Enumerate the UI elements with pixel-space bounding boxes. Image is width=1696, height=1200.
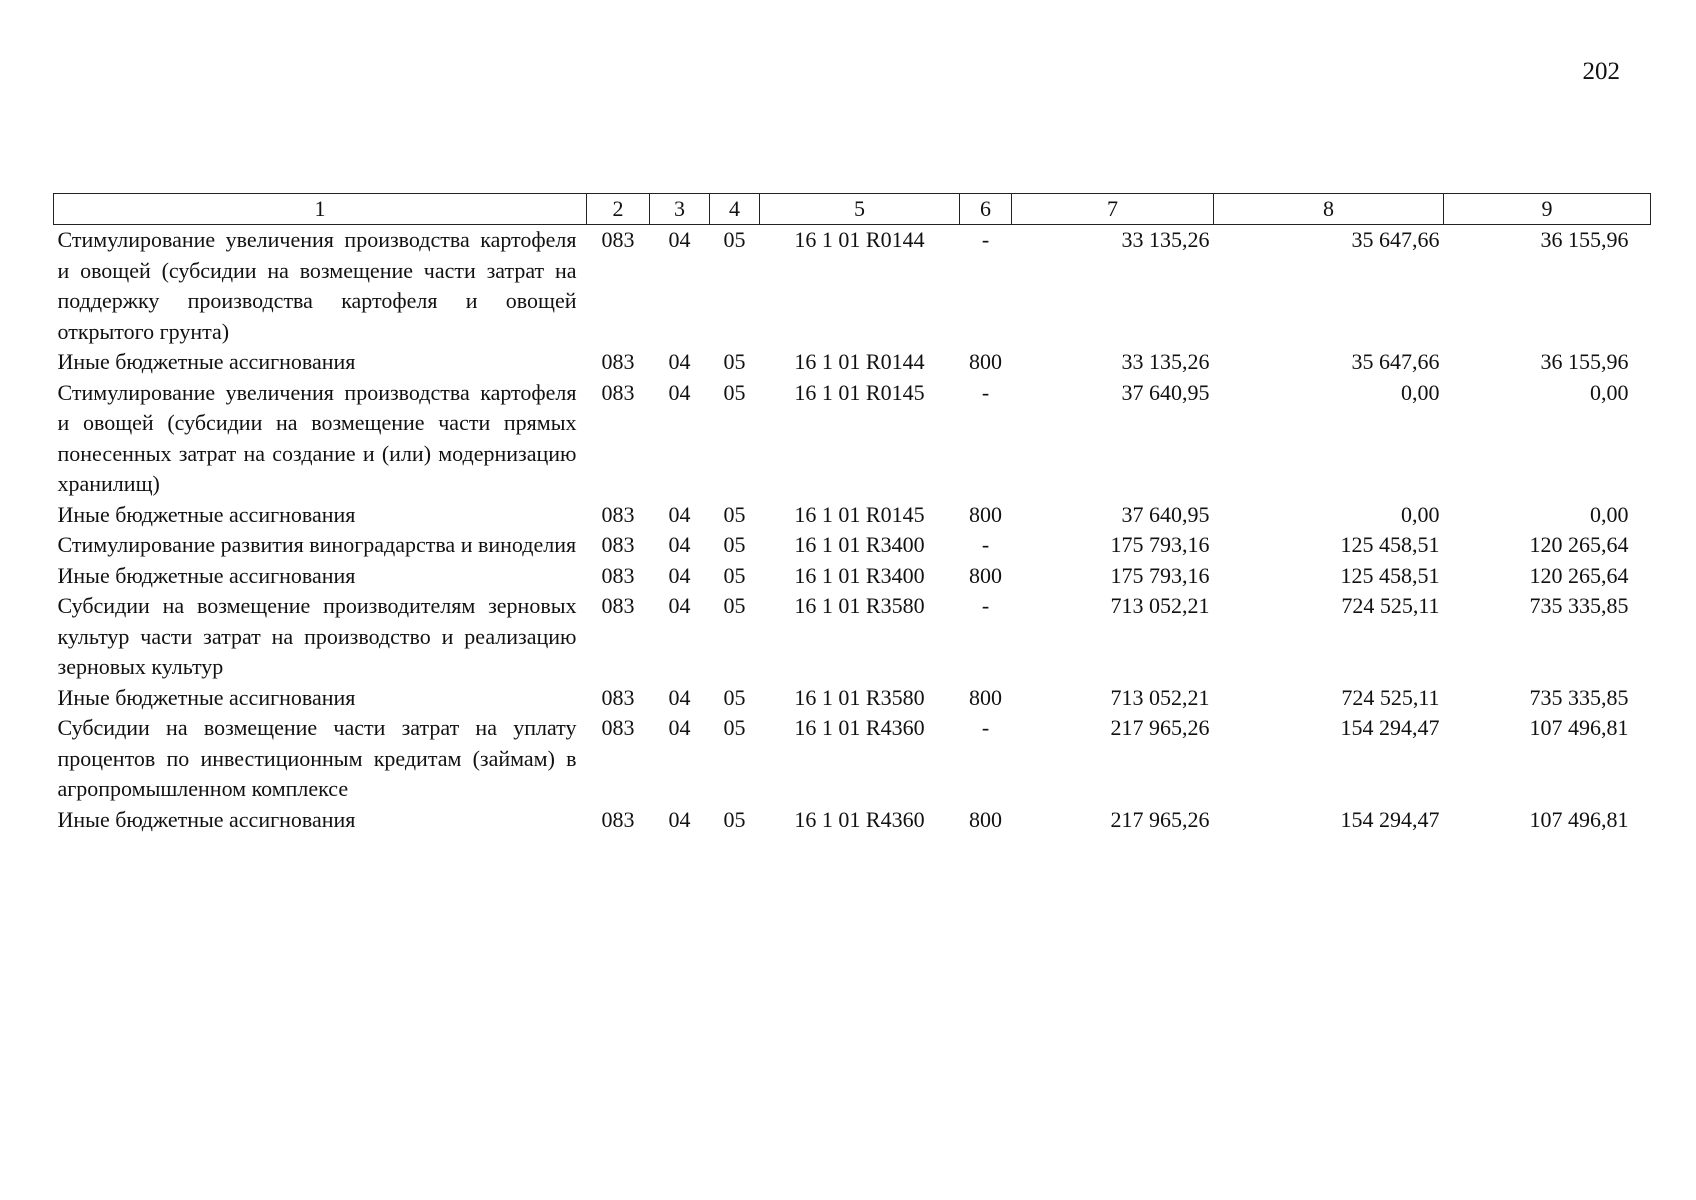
budget-table (53, 193, 1651, 835)
cell-col-5: 16 1 01 R3400 (794, 532, 925, 557)
cell-col-4: 05 (723, 379, 746, 405)
cell-col-4: 05 (723, 501, 746, 527)
cell-col-4: 05 (723, 227, 746, 252)
cell-col-6: 800 (969, 684, 1002, 710)
cell-name: Иные бюджетные ассигнования (57, 806, 356, 832)
cell-col-8: 724 525,11 (1341, 684, 1440, 710)
header-col-6: 6 (960, 194, 1012, 225)
cell-name: Субсидии на возмещение производителям зерновых культур части затрат на производство и реализацию зерновых культур (57, 593, 577, 679)
cell-name: Стимулирование увеличения производства картофеля и овощей (субсидии на возмещение части затрат на поддержку производства картофеля и овощей открытого грунта) (57, 227, 577, 344)
cell-col-3: 04 (668, 501, 691, 527)
cell-col-4: 05 (723, 715, 746, 740)
cell-col-9: 120 265,64 (1529, 562, 1629, 588)
cell-col-4: 05 (723, 684, 746, 710)
header-col-4: 4 (710, 194, 760, 225)
cell-col-4: 05 (723, 806, 746, 832)
cell-col-3: 04 (668, 684, 691, 710)
cell-col-3: 04 (668, 806, 691, 832)
header-row (54, 194, 1651, 225)
cell-name: Субсидии на возмещение части затрат на уплату процентов по инвестиционным кредитам (займам) в агропромышленном комплексе (57, 715, 577, 801)
cell-col-4: 05 (723, 532, 746, 557)
cell-col-7: 713 052,21 (1110, 593, 1210, 618)
cell-col-7: 713 052,21 (1110, 684, 1210, 710)
cell-col-3: 04 (668, 715, 691, 740)
header-col-2: 2 (587, 194, 650, 225)
cell-col-9: 0,00 (1590, 379, 1629, 405)
cell-col-4: 05 (723, 562, 746, 588)
cell-col-7: 37 640,95 (1121, 379, 1210, 405)
cell-col-2: 083 (601, 715, 635, 740)
cell-col-7: 217 965,26 (1110, 715, 1210, 740)
cell-col-2: 083 (601, 379, 635, 405)
cell-col-9: 0,00 (1590, 501, 1629, 527)
cell-col-9: 735 335,85 (1529, 684, 1629, 710)
cell-col-8: 154 294,47 (1340, 715, 1440, 740)
table-row (54, 683, 1651, 714)
cell-col-6: - (981, 379, 990, 405)
cell-col-9: 107 496,81 (1529, 715, 1629, 740)
cell-col-5: 16 1 01 R3400 (794, 562, 925, 588)
cell-name: Иные бюджетные ассигнования (57, 501, 356, 527)
cell-name: Иные бюджетные ассигнования (57, 684, 356, 710)
cell-col-8: 154 294,47 (1340, 806, 1440, 832)
cell-col-5: 16 1 01 R4360 (794, 806, 925, 832)
cell-col-7: 33 135,26 (1121, 227, 1210, 252)
header-col-5: 5 (760, 194, 960, 225)
cell-col-9: 107 496,81 (1529, 806, 1629, 832)
cell-col-7: 217 965,26 (1110, 806, 1210, 832)
cell-col-7: 37 640,95 (1121, 501, 1210, 527)
cell-col-2: 083 (601, 227, 635, 252)
cell-col-5: 16 1 01 R0145 (794, 501, 925, 527)
cell-col-3: 04 (668, 532, 691, 557)
cell-col-8: 125 458,51 (1340, 532, 1440, 557)
cell-col-5: 16 1 01 R3580 (794, 593, 925, 618)
table-row (54, 530, 1651, 561)
header-col-9: 9 (1444, 194, 1651, 225)
cell-col-2: 083 (601, 532, 635, 557)
cell-col-3: 04 (668, 349, 691, 374)
cell-col-9: 36 155,96 (1540, 349, 1629, 374)
cell-col-2: 083 (601, 501, 635, 527)
cell-col-5: 16 1 01 R4360 (794, 715, 925, 740)
cell-name: Иные бюджетные ассигнования (57, 349, 356, 374)
cell-col-6: - (981, 532, 990, 557)
cell-col-8: 35 647,66 (1351, 349, 1440, 374)
cell-col-3: 04 (668, 227, 691, 252)
cell-col-9: 120 265,64 (1529, 532, 1629, 557)
table-row (54, 561, 1651, 592)
cell-col-2: 083 (601, 806, 635, 832)
cell-col-5: 16 1 01 R0144 (794, 227, 925, 252)
header-col-8: 8 (1214, 194, 1444, 225)
header-col-3: 3 (650, 194, 710, 225)
table-row (54, 378, 1651, 500)
cell-col-6: 800 (969, 562, 1002, 588)
cell-col-9: 36 155,96 (1540, 227, 1629, 252)
header-col-1: 1 (54, 194, 587, 225)
cell-col-8: 0,00 (1401, 501, 1440, 527)
cell-col-7: 175 793,16 (1110, 532, 1210, 557)
cell-col-7: 175 793,16 (1110, 562, 1210, 588)
cell-col-3: 04 (668, 593, 691, 618)
cell-col-3: 04 (668, 379, 691, 405)
cell-name: Иные бюджетные ассигнования (57, 562, 356, 588)
cell-name: Стимулирование развития виноградарства и виноделия (57, 532, 577, 557)
cell-name: Стимулирование увеличения производства картофеля и овощей (субсидии на возмещение части прямых понесенных затрат на создание и (или) модернизацию хранилищ) (57, 379, 577, 496)
cell-col-5: 16 1 01 R3580 (794, 684, 925, 710)
cell-col-2: 083 (601, 562, 635, 588)
table-row (54, 805, 1651, 836)
cell-col-6: 800 (969, 806, 1002, 832)
cell-col-6: - (981, 593, 990, 618)
cell-col-6: - (981, 715, 990, 740)
cell-col-8: 0,00 (1401, 379, 1440, 405)
table-row (54, 591, 1651, 683)
cell-col-2: 083 (601, 593, 635, 618)
cell-col-5: 16 1 01 R0145 (794, 379, 925, 405)
table-header (54, 194, 1651, 225)
cell-col-4: 05 (723, 593, 746, 618)
cell-col-8: 724 525,11 (1341, 593, 1440, 618)
cell-col-2: 083 (601, 349, 635, 374)
table-body (54, 225, 1651, 836)
cell-col-6: 800 (969, 501, 1002, 527)
table-row (54, 500, 1651, 531)
table-row (54, 225, 1651, 348)
table-row (54, 713, 1651, 805)
cell-col-6: - (981, 227, 990, 252)
cell-col-8: 125 458,51 (1340, 562, 1440, 588)
header-col-7: 7 (1012, 194, 1214, 225)
cell-col-5: 16 1 01 R0144 (794, 349, 925, 374)
page-number: 202 (1582, 58, 1620, 85)
cell-col-4: 05 (723, 349, 746, 374)
cell-col-8: 35 647,66 (1351, 227, 1440, 252)
cell-col-2: 083 (601, 684, 635, 710)
cell-col-9: 735 335,85 (1529, 593, 1629, 618)
cell-col-3: 04 (668, 562, 691, 588)
table-row (54, 347, 1651, 378)
cell-col-6: 800 (969, 349, 1002, 374)
cell-col-7: 33 135,26 (1121, 349, 1210, 374)
